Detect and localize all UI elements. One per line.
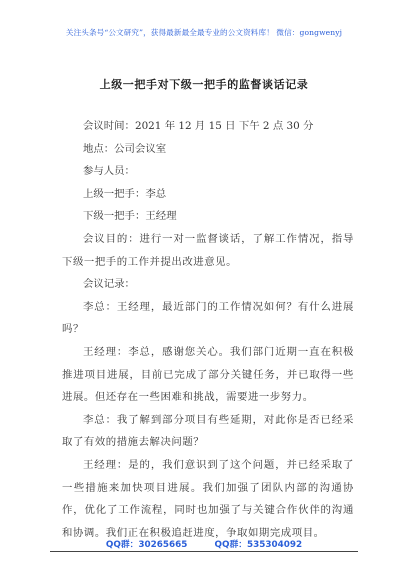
document-body: [62, 115, 354, 544]
record-paragraph: 李总：王经理，最近部门的工作情况如何？有什么进展吗？: [62, 300, 354, 336]
participant-superior: 上级一把手：李总: [83, 187, 167, 200]
header-banner[interactable]: 关注头条号“公文研究”，获得最新最全最专业的公文资料库！ 微信：gongwenyj: [65, 28, 343, 37]
record-paragraph: 王经理：李总，感谢您关心。我们部门近期一直在积极推进项目进展，目前已完成了部分关键任务，并已取得一些进展。但还存在一些困难和挑战，需要进一步努力。: [62, 345, 354, 404]
footer-divider: [50, 551, 358, 552]
footer-qq-groups: [0, 537, 408, 550]
meeting-location: 地点：公司会议室: [83, 142, 167, 155]
record-label: 会议记录：: [83, 278, 135, 291]
qq-group-1[interactable]: QQ群：30265665: [105, 540, 188, 550]
record-paragraph: 王经理：是的，我们意识到了这个问题，并已经采取了一些措施来加快项目进展。我们加强了团队内部的沟通协作，优化了工作流程，同时也加强了与关键合作伙伴的沟通和协调。我们正在积极追赶进度，争取如期完成项目。: [62, 458, 354, 539]
qq-group-2[interactable]: QQ群：535304092: [214, 540, 303, 550]
meeting-purpose: 会议目的：进行一对一监督谈话，了解工作情况，指导下级一把手的工作并提出改进意见。: [62, 232, 354, 268]
meeting-time: 会议时间：2021 年 12 月 15 日 下午 2 点 30 分: [83, 120, 314, 132]
document-title: 上级一把手对下级一把手的监督谈话记录: [99, 78, 309, 91]
record-paragraph: 李总：我了解到部分项目有些延期，对此你是否已经采取了有效的措施去解决问题？: [62, 413, 354, 449]
participants-label: 参与人员：: [83, 165, 135, 178]
participant-subordinate: 下级一把手：王经理: [83, 210, 177, 223]
